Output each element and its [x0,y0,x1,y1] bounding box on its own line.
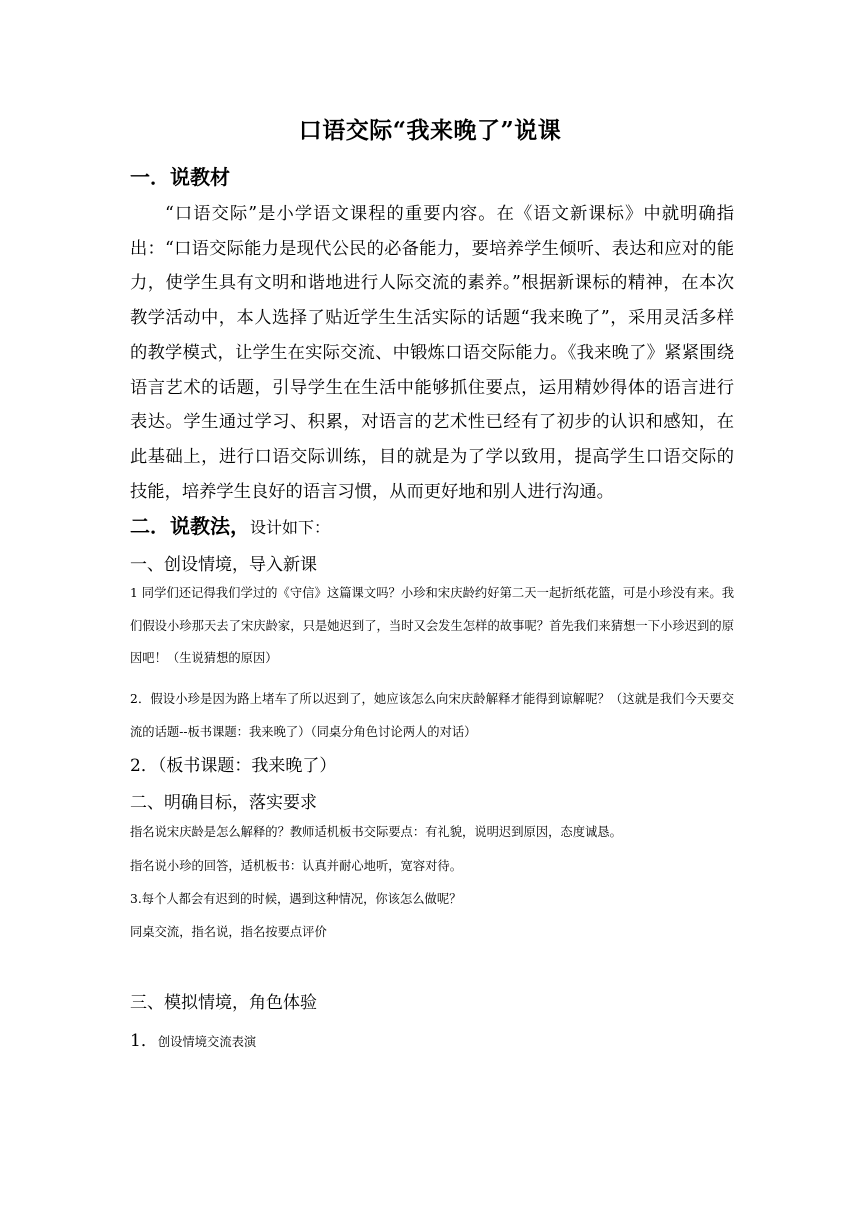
part2-line2: 指名说小珍的回答，适机板书：认真并耐心地听，宽容对待。 [130,859,463,873]
part2-line3: 3.每个人都会有迟到的时候，遇到这种情况，你该怎么做呢？ [130,892,462,906]
part3-item1-number: 1． [130,1031,158,1051]
methods-heading-text: 二．说教法， [130,514,250,538]
part1-item3: 2．（板书课题：我来晚了） [130,756,337,776]
part3-item1 [130,1026,256,1051]
materials-paragraph-text: “口语交际”是小学语文课程的重要内容。在《语文新课标》中就明确指出：“口语交际能力是现代公民的必备能力，要培养学生倾听、表达和应对的能力，使学生具有文明和谐地进行人际交流的素养。”根据新课标的精神，在本次教学活动中，本人选择了贴近学生生活实际的话题“我来晚了”，采用灵活多样的教学模式，让学生在实际交流、中锻炼口语交际能力。《我来晚了》紧紧围绕语言艺术的话题，引导学生在生活中能够抓住要点，运用精妙得体的语言进行表达。学生通过学习、积累，对语言的艺术性已经有了初步的认识和感知，在此基础上，进行口语交际训练，目的就是为了学以致用，提高学生口语交际的技能，培养学生良好的语言习惯，从而更好地和别人进行沟通。 [130,204,734,502]
materials-paragraph [130,197,734,509]
part1-item1: 1 同学们还记得我们学过的《守信》这篇课文吗？小珍和宋庆龄约好第二天一起折纸花篮，可是小珍没有来。我们假设小珍那天去了宋庆龄家，只是她迟到了，当时又会发生怎样的故事呢？首先我们来猜想一下小珍迟到的原因吧！（生说猜想的原因） [130,586,734,665]
part1-item2: 2．假设小珍是因为路上堵车了所以迟到了，她应该怎么向宋庆龄解释才能得到谅解呢？（这就是我们今天要交流的话题--板书课题：我来晚了）（同桌分角色讨论两人的对话） [130,692,734,739]
section-heading-methods [130,510,330,539]
part2-line1: 指名说宋庆龄是怎么解释的？教师适机板书交际要点：有礼貌，说明迟到原因，态度诚恳。 [130,825,622,839]
section-heading-materials: 一．说教材 [130,165,230,189]
part3-title: 三、模拟情境，角色体验 [130,993,317,1013]
document-title: 口语交际“我来晚了”说课 [298,117,562,144]
part2-title: 二、明确目标，落实要求 [130,793,317,813]
part2-line4: 同桌交流，指名说，指名按要点评价 [130,925,327,939]
methods-heading-tail: 设计如下： [250,518,331,537]
part1-title: 一、创设情境，导入新课 [130,555,317,575]
part3-item1-text: 创设情境交流表演 [157,1035,257,1049]
